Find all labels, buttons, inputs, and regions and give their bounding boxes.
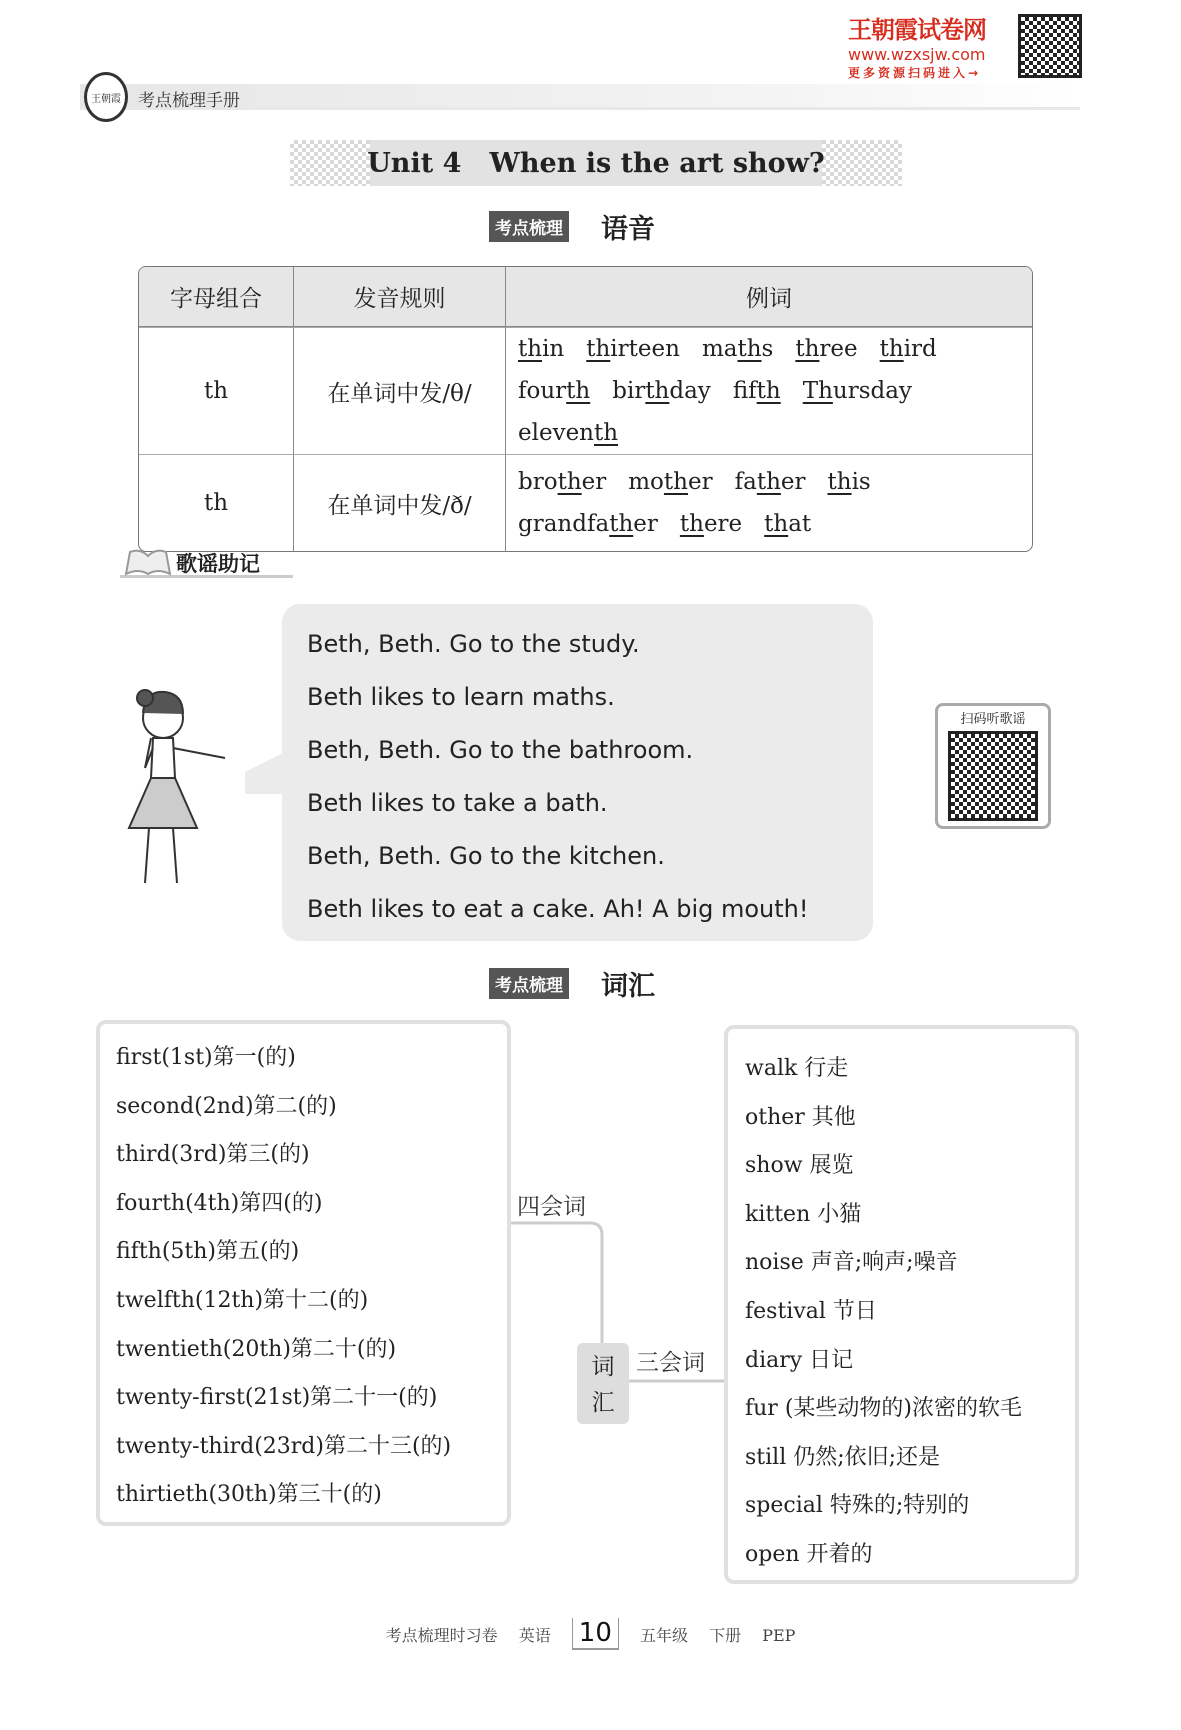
- word-part: er: [581, 469, 607, 495]
- example-word: [828, 461, 871, 503]
- underlined-letters: th: [879, 336, 904, 362]
- chant-heading-label: 歌谣助记: [176, 552, 260, 576]
- four-skill-words-box: [96, 1020, 511, 1526]
- vocab-word: kitten 小猫: [745, 1201, 862, 1227]
- four-skill-label: 四会词: [517, 1194, 586, 1220]
- underlined-letters: th: [827, 469, 852, 495]
- vocab-char: 汇: [591, 1390, 615, 1416]
- section-title: 语音: [601, 213, 655, 245]
- example-word: [764, 503, 811, 545]
- section-title: 词汇: [601, 970, 655, 1002]
- example-word: [733, 370, 781, 412]
- underlined-letters: th: [586, 336, 611, 362]
- underlined-letters: th: [518, 336, 543, 362]
- word-part: is: [851, 469, 871, 495]
- underlined-letters: Th: [802, 378, 833, 404]
- vocab-word: noise 声音;响声;噪音: [745, 1250, 958, 1276]
- vocab-word: open 开着的: [745, 1541, 873, 1567]
- vocab-word: other 其他: [745, 1104, 856, 1130]
- brand-qr-code[interactable]: [1018, 14, 1082, 78]
- word-part: er: [780, 469, 806, 495]
- footer-term: 下册: [709, 1626, 742, 1645]
- chant-qr-box[interactable]: [935, 703, 1051, 829]
- word-part: er: [633, 511, 658, 537]
- col-header: 发音规则: [293, 267, 505, 327]
- vocab-word: fur (某些动物的)浓密的软毛: [745, 1396, 1022, 1422]
- word-part: grandfa: [518, 511, 610, 537]
- brand-block[interactable]: [848, 10, 1018, 81]
- letters-cell: th: [139, 454, 293, 551]
- unit-title-banner: [290, 140, 902, 186]
- three-skill-label: 三会词: [636, 1350, 705, 1376]
- footer-subject: 英语: [518, 1626, 551, 1645]
- chant-line: Beth, Beth. Go to the bathroom.: [307, 736, 694, 764]
- singing-girl-illustration: [115, 678, 240, 893]
- three-skill-words-box: [724, 1025, 1079, 1584]
- phonics-table: [138, 266, 1033, 552]
- vocab-word: third(3rd)第三(的): [116, 1142, 310, 1168]
- footer-edition: PEP: [762, 1626, 796, 1645]
- word-part: four: [518, 378, 567, 404]
- underlined-letters: th: [795, 336, 820, 362]
- example-word: [518, 370, 590, 412]
- publisher-logo: 王朝霞: [84, 72, 128, 122]
- rule-cell: 在单词中发/θ/: [293, 327, 505, 454]
- underlined-letters: th: [756, 469, 781, 495]
- qr-label: 扫码听歌谣: [960, 712, 1026, 727]
- chant-bubble: [282, 604, 873, 941]
- word-part: ree: [819, 336, 858, 362]
- table-row: [139, 454, 1032, 551]
- underlined-letters: th: [764, 511, 789, 537]
- example-word: [612, 370, 711, 412]
- word-part: ird: [903, 336, 937, 362]
- page-number: 10: [572, 1618, 619, 1650]
- underlined-letters: th: [663, 469, 688, 495]
- underlined-letters: th: [594, 420, 619, 446]
- section-vocab-heading: [489, 968, 655, 1002]
- footer-book: 考点梳理时习卷: [385, 1626, 498, 1645]
- underlined-letters: th: [557, 469, 582, 495]
- vocab-word: fifth(5th)第五(的): [116, 1239, 300, 1265]
- vocab-word: twenty-third(23rd)第二十三(的): [116, 1433, 452, 1459]
- vocabulary-node: [577, 1343, 629, 1424]
- underlined-letters: th: [566, 378, 591, 404]
- example-word: [735, 461, 806, 503]
- handbook-label: 考点梳理手册: [138, 91, 240, 111]
- book-icon: [124, 548, 172, 576]
- vocab-word: show 展览: [745, 1153, 854, 1179]
- example-word: [628, 461, 712, 503]
- word-part: s: [761, 336, 774, 362]
- example-word: [880, 328, 937, 370]
- section-phonics-heading: [489, 211, 655, 245]
- chant-line: Beth, Beth. Go to the study.: [307, 630, 640, 658]
- col-header: 例词: [505, 267, 1032, 327]
- page-footer: [0, 1618, 1181, 1648]
- table-row: [139, 327, 1032, 454]
- vocab-word: fourth(4th)第四(的): [116, 1190, 323, 1216]
- example-word: [680, 503, 742, 545]
- underlined-letters: th: [679, 511, 704, 537]
- chant-line: Beth likes to eat a cake. Ah! A big mouth!: [307, 895, 809, 923]
- col-header: 字母组合: [139, 267, 293, 327]
- chant-line: Beth likes to learn maths.: [307, 683, 615, 711]
- unit-title: Unit 4 When is the art show?: [370, 140, 822, 186]
- examples-cell: [505, 454, 1032, 551]
- example-word: [518, 461, 606, 503]
- vocab-word: walk 行走: [745, 1056, 849, 1081]
- word-part: fa: [734, 469, 757, 495]
- chant-line: Beth, Beth. Go to the kitchen.: [307, 842, 665, 870]
- vocab-word: twelfth(12th)第十二(的): [116, 1287, 369, 1313]
- word-part: eleven: [518, 420, 594, 446]
- example-word: [518, 412, 618, 454]
- section-tag: 考点梳理: [489, 211, 569, 242]
- brand-cta: 更多资源扫码进入→: [848, 66, 982, 80]
- example-word: [518, 503, 658, 545]
- footer-grade: 五年级: [639, 1626, 688, 1645]
- vocab-word: first(1st)第一(的): [116, 1045, 296, 1070]
- underlined-letters: th: [645, 378, 670, 404]
- vocab-word: special 特殊的;特别的: [745, 1493, 970, 1519]
- rule-cell: 在单词中发/ð/: [293, 454, 505, 551]
- word-part: irteen: [610, 336, 680, 362]
- word-part: ma: [701, 336, 738, 362]
- word-part: ere: [703, 511, 743, 537]
- letters-cell: th: [139, 327, 293, 454]
- word-part: at: [788, 511, 812, 537]
- examples-cell: [505, 327, 1032, 454]
- brand-name: 王朝霞试卷网: [848, 16, 986, 44]
- chant-heading: [120, 548, 293, 578]
- example-word: [702, 328, 773, 370]
- vocab-word: festival 节日: [745, 1298, 877, 1324]
- vocab-char: 词: [591, 1354, 615, 1380]
- brand-url[interactable]: www.wzxsjw.com: [848, 45, 986, 64]
- vocab-word: twentieth(20th)第二十(的): [116, 1336, 397, 1362]
- vocab-word: thirtieth(30th)第三十(的): [116, 1482, 382, 1508]
- vocab-word: diary 日记: [745, 1347, 854, 1373]
- word-part: fif: [732, 378, 757, 404]
- word-part: bir: [612, 378, 646, 404]
- underlined-letters: th: [737, 336, 762, 362]
- word-part: er: [687, 469, 713, 495]
- word-part: in: [542, 336, 565, 362]
- chant-qr-code[interactable]: [948, 731, 1038, 821]
- example-word: [795, 328, 857, 370]
- word-part: ursday: [832, 378, 912, 404]
- example-word: [803, 370, 912, 412]
- underlined-letters: th: [609, 511, 634, 537]
- word-part: bro: [518, 469, 558, 495]
- vocab-word: second(2nd)第二(的): [116, 1093, 337, 1119]
- chant-line: Beth likes to take a bath.: [307, 789, 608, 817]
- example-word: [518, 328, 564, 370]
- word-part: mo: [628, 469, 664, 495]
- example-word: [586, 328, 680, 370]
- word-part: day: [669, 378, 711, 404]
- vocab-word: twenty-first(21st)第二十一(的): [116, 1385, 438, 1411]
- underlined-letters: th: [756, 378, 781, 404]
- section-tag: 考点梳理: [489, 968, 569, 999]
- vocab-word: still 仍然;依旧;还是: [745, 1444, 941, 1470]
- speech-bubble-tail: [245, 752, 285, 794]
